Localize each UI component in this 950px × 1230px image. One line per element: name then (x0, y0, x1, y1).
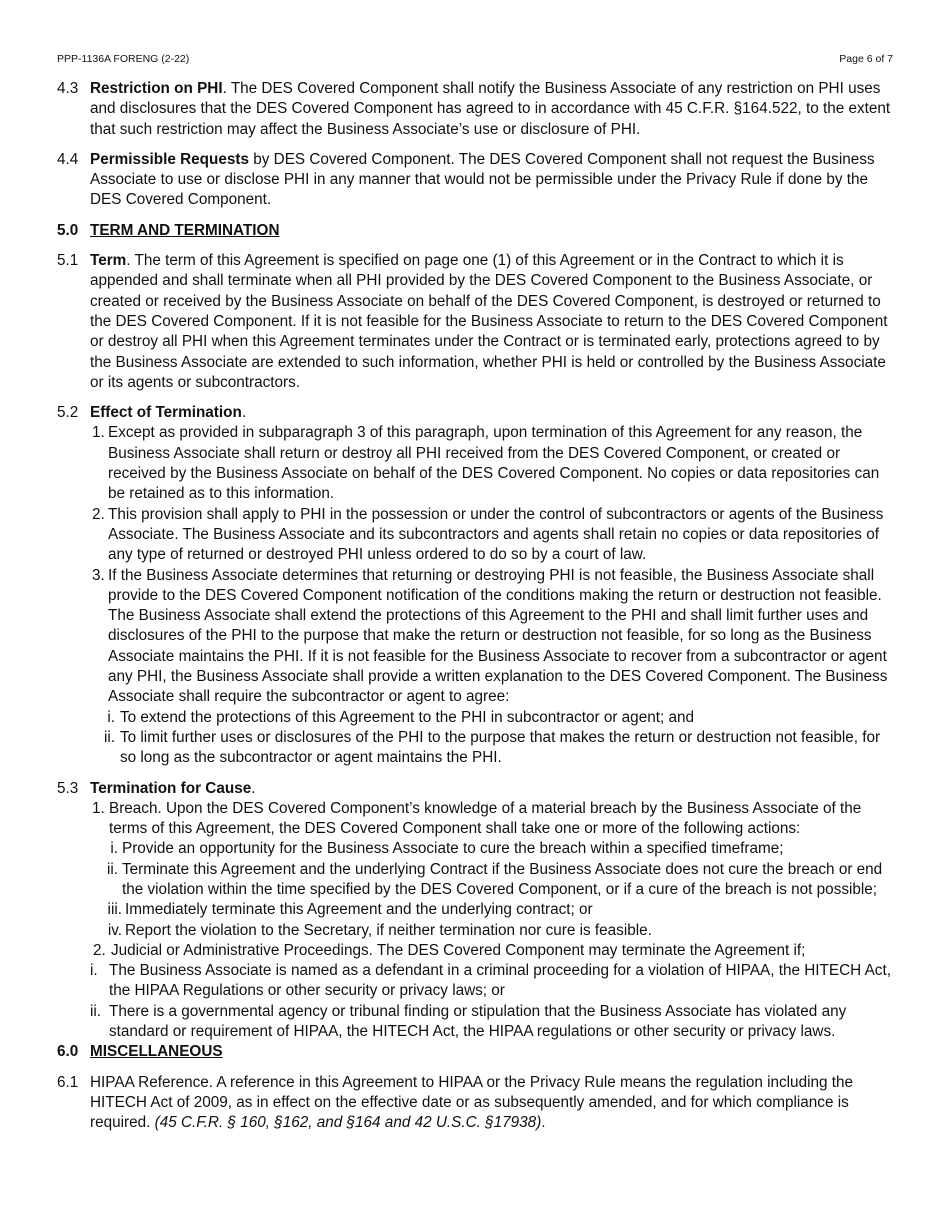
sub-list-item-label: ii. (106, 860, 118, 878)
sub-list-item-text: To extend the protections of this Agreement to the PHI in subcontractor or agent; and (120, 708, 694, 726)
section-text: HIPAA Reference. A reference in this Agreement to HIPAA or the Privacy Rule means the regulation including the HITECH Act of 2009, as in effect on the effective date or as subsequently amended, and for which compliance is required. (90, 1073, 853, 1132)
sub-list-item-label: iii. (107, 901, 122, 919)
heading-term-and-termination (57, 221, 897, 241)
section-heading: TERM AND TERMINATION (90, 221, 280, 239)
sub-list-item-label: i. (107, 708, 115, 726)
list-item (90, 505, 897, 566)
page-number: Page 6 of 7 (839, 53, 893, 65)
section-number: 5.3 (57, 779, 79, 797)
sub-list-item (90, 708, 897, 728)
section-heading: MISCELLANEOUS (90, 1043, 223, 1061)
section-title: Term (90, 252, 127, 270)
list-item-text: Except as provided in subparagraph 3 of this paragraph, upon termination of this Agreement for any reason, the Business Associate shall return or destroy all PHI received from the DES Covered Component, or created or received by the Business Associate on behalf of the DES Covered Component. No copies or data repositories can be retained as to this information. (108, 424, 880, 503)
heading-miscellaneous (57, 1042, 897, 1062)
sub-list-item-label: i. (90, 962, 98, 980)
list-item-label: 2. (93, 941, 106, 959)
section-5-1 (57, 251, 897, 393)
sub-list-item (90, 839, 897, 859)
sub-list-item (90, 860, 897, 901)
list-item-text: Breach. Upon the DES Covered Component’s knowledge of a material breach by the Business Associate of the terms of this Agreement, the DES Covered Component shall take one or more of the following actions: (109, 799, 862, 838)
sub-list-item-label: i. (110, 840, 118, 858)
section-5-2 (57, 403, 897, 768)
section-number: 4.3 (57, 80, 79, 97)
section-text: . The term of this Agreement is specified on page one (1) of this Agreement or in the Contract to which it is appended and shall terminate when all PHI provided by the DES Covered Component to the Business Associate, or created or received by the Business Associate on behalf of the DES Covered Component, is destroyed or returned to the DES Covered Component. If it is not feasible for the Business Associate to return to the DES Covered Component or destroy all PHI when this Agreement terminates under the Contract or is terminated early, protections agreed to by the Business Associate are extended to such information, whether PHI is held or controlled by the Business Associate or its agents or subcontractors. (90, 252, 888, 391)
section-title: Restriction on PHI (90, 80, 223, 97)
sub-list-item-text: There is a governmental agency or tribunal finding or stipulation that the Business Associate has violated any standard or requirement of HIPAA, the HITECH Act, the HIPAA regulations or other security or privacy laws. (109, 1002, 847, 1041)
list-item-label: 1. (92, 424, 105, 442)
section-text: . The DES Covered Component shall notify the Business Associate of any restriction on PHI uses and disclosures that the DES Covered Component has agreed to in accordance with 45 C.F.R. §164.522, to the extent that such restriction may affect the Business Associate’s use or disclosure of PHI. (90, 80, 891, 138)
section-title: Effect of Termination (90, 404, 242, 422)
sub-list-item-label: iv. (107, 921, 122, 939)
section-number: 6.0 (57, 1043, 79, 1061)
section-number: 5.2 (57, 404, 79, 422)
section-title: Termination for Cause (90, 779, 252, 797)
sub-list-item-label: ii. (103, 728, 115, 746)
list-item (90, 423, 897, 504)
section-6-1 (57, 1073, 897, 1134)
section-4-4 (57, 150, 897, 211)
sub-list-item (90, 1002, 897, 1043)
page-header (57, 52, 893, 66)
sub-list-item-text: Provide an opportunity for the Business Associate to cure the breach within a specified timeframe; (122, 840, 784, 858)
sub-list-item-text: The Business Associate is named as a defendant in a criminal proceeding for a violation of HIPAA, the HITECH Act, the HIPAA Regulations or other security or privacy laws; or (109, 962, 891, 1000)
section-4-3 (57, 79, 897, 140)
list-item (90, 799, 897, 840)
sub-list-item (90, 728, 897, 769)
list-item (90, 566, 897, 708)
list-item-text: If the Business Associate determines that returning or destroying PHI is not feasible, the Business Associate shall provide to the DES Covered Component notification of the conditions making the return or destruction not feasible. The Business Associate shall extend the protections of this Agreement to the PHI and shall limit further uses and disclosures of the PHI to the purpose that make the return or destruction not feasible, for so long as the Business Associate maintains the PHI. If it is not feasible for the Business Associate to recover from a subcontractor or agent any PHI, the Business Associate shall provide a written explanation to the DES Covered Component. The Business Associate shall require the subcontractor or agent to agree: (108, 566, 888, 706)
list-item (90, 941, 897, 961)
section-text: by DES Covered Component. The DES Covered Component shall not request the Business Associate to use or disclose PHI in any manner that would not be permissible under the Privacy Rule if done by the DES Covered Component. (90, 150, 875, 209)
sub-list-item-text: Report the violation to the Secretary, if neither termination nor cure is feasible. (125, 921, 652, 939)
section-text-end: . (541, 1114, 546, 1132)
sub-list-item-text: To limit further uses or disclosures of the PHI to the purpose that makes the return or destruction not feasible, for so long as the subcontractor or agent maintains the PHI. (120, 728, 881, 767)
section-title: Permissible Requests (90, 150, 249, 168)
section-number: 6.1 (57, 1073, 79, 1091)
list-item-text: This provision shall apply to PHI in the possession or under the control of subcontractors or agents of the Business Associate. The Business Associate and its subcontractors and agents shall retain no copies or data repositories of any type of returned or destroyed PHI unless ordered to do so by a court of law. (108, 505, 884, 564)
sub-list-item (90, 921, 897, 941)
document-id: PPP-1136A FORENG (2-22) (57, 53, 190, 65)
legal-citation: (45 C.F.R. § 160, §162, and §164 and 42 U.S.C. §17938) (154, 1114, 542, 1132)
list-item-label: 2. (92, 505, 105, 523)
section-number: 5.0 (57, 221, 79, 239)
sub-list-item (90, 961, 897, 1002)
sub-list-item (90, 900, 897, 920)
list-item-label: 3. (92, 566, 105, 584)
section-5-3 (57, 779, 897, 1043)
section-number: 5.1 (57, 252, 79, 270)
sub-list-item-text: Terminate this Agreement and the underlying Contract if the Business Associate does not cure the breach or end the violation within the time specified by the DES Covered Component, or if a cure of the breach is not possible; (122, 860, 883, 898)
list-item-label: 1. (92, 799, 105, 817)
section-title-period: . (251, 779, 256, 797)
document-body (57, 79, 897, 1134)
list-item-text: Judicial or Administrative Proceedings. The DES Covered Component may terminate the Agreement if; (111, 941, 806, 959)
sub-list-item-text: Immediately terminate this Agreement and the underlying contract; or (125, 901, 593, 919)
section-title-period: . (241, 404, 247, 422)
section-number: 4.4 (57, 150, 79, 168)
sub-list-item-label: ii. (90, 1002, 102, 1020)
